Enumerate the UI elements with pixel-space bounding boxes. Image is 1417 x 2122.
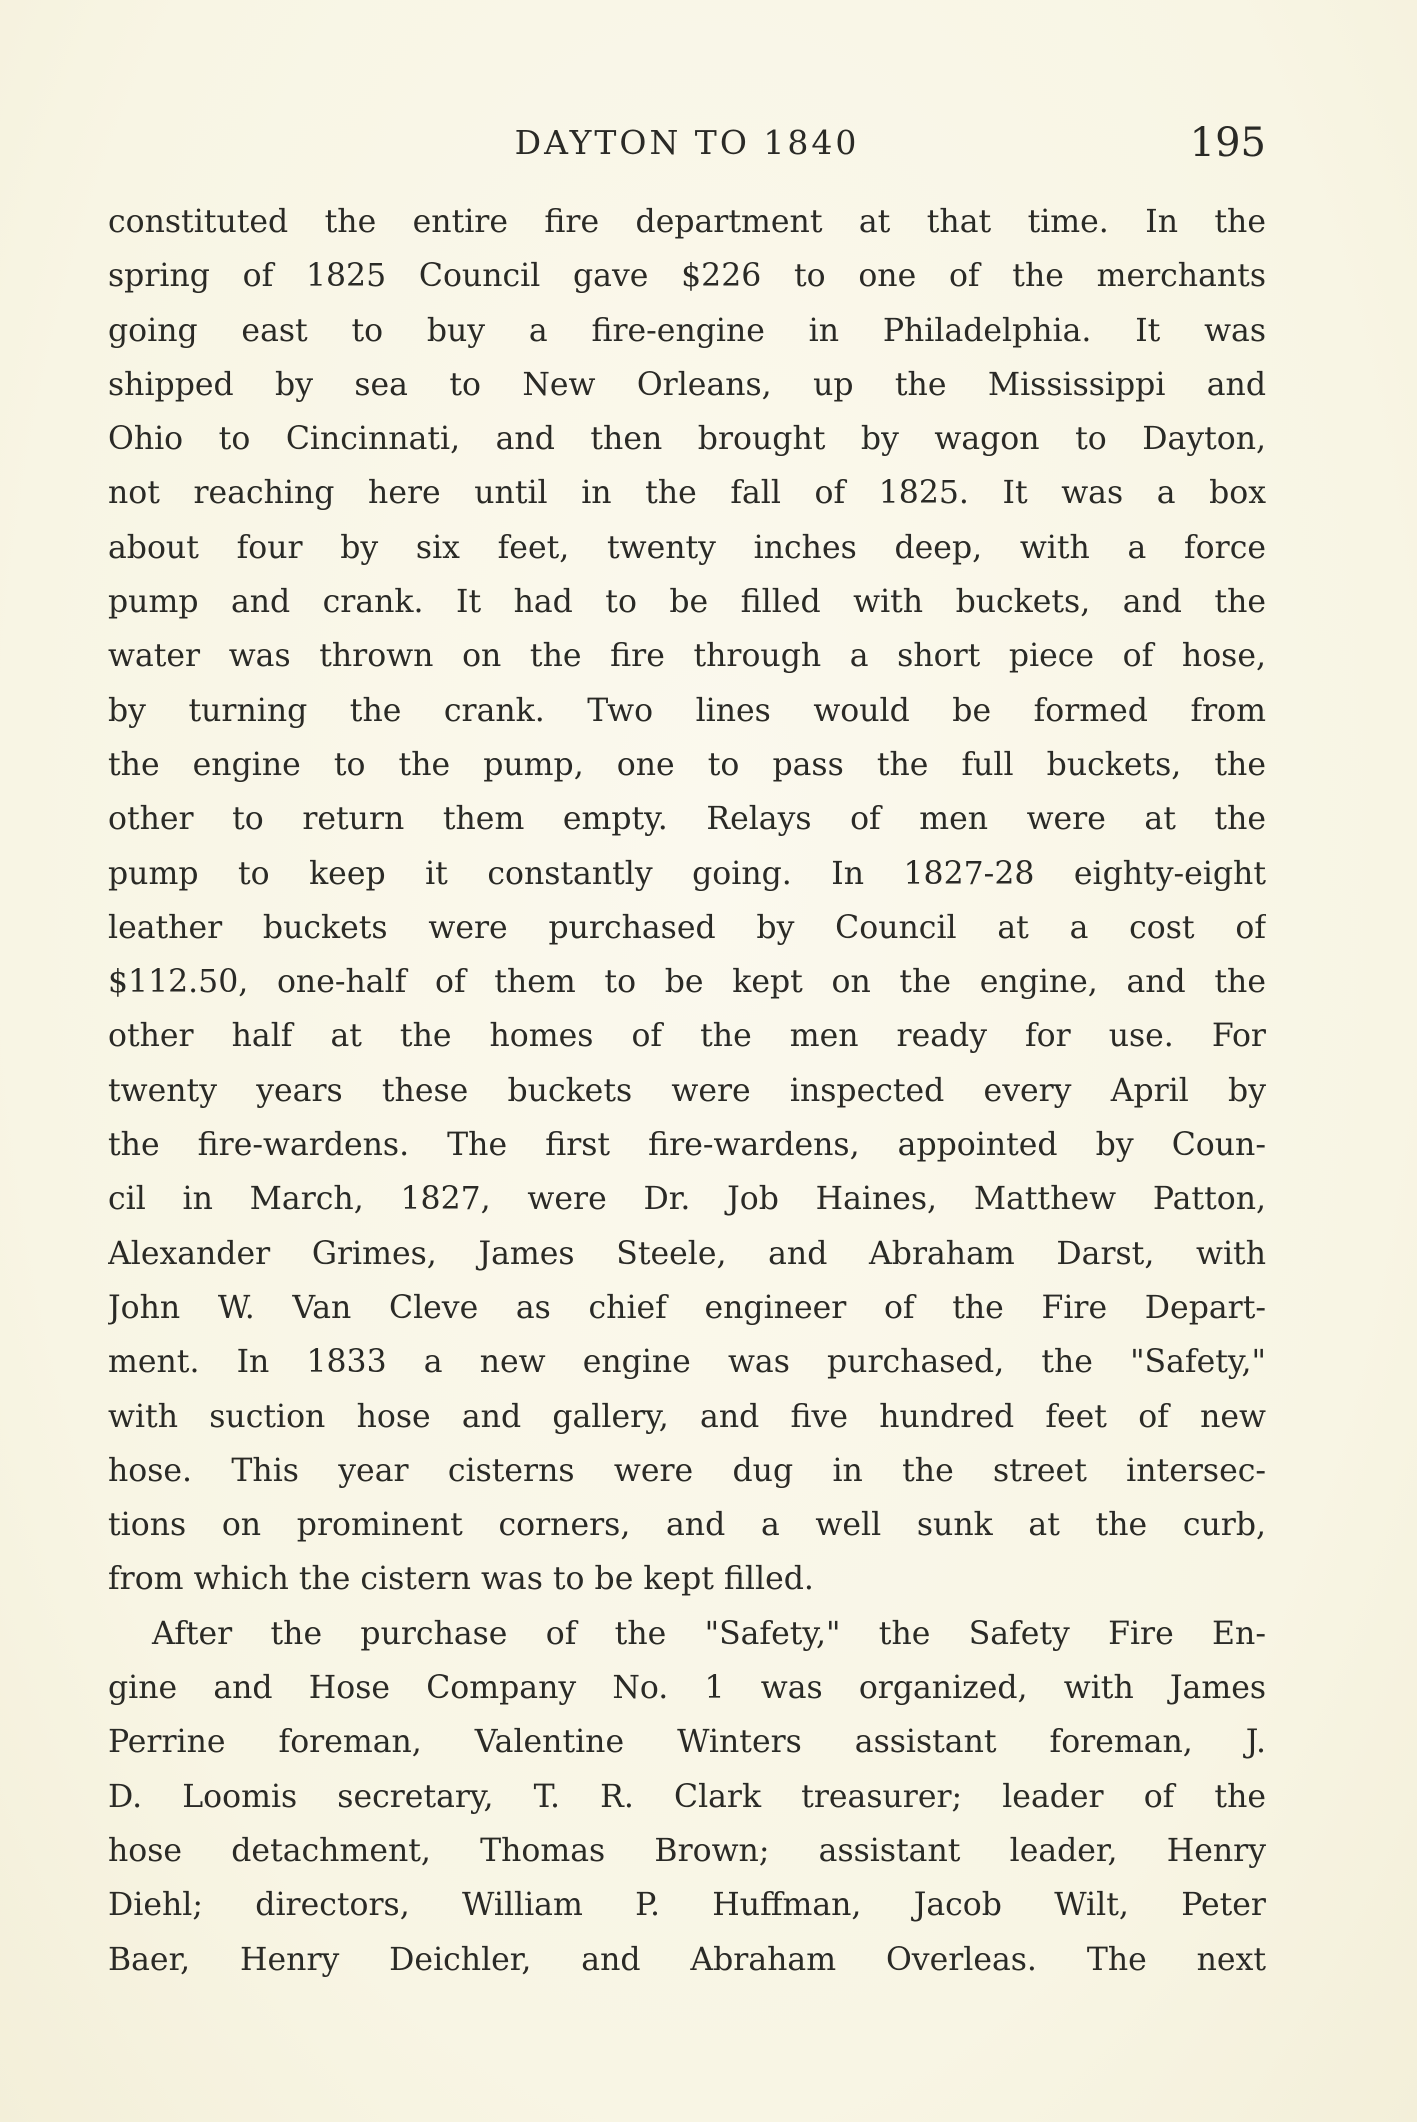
text-line: constituted the entire fire department at that time. In the xyxy=(108,204,1266,240)
text-line: from which the cistern was to be kept filled. xyxy=(108,1561,814,1598)
text-line: water was thrown on the fire through a short piece of hose, xyxy=(108,638,1266,675)
text-line: hose detachment, Thomas Brown; assistant leader, Henry xyxy=(108,1832,1266,1869)
text-line: Baer, Henry Deichler, and Abraham Overleas. The next xyxy=(108,1941,1266,1978)
text-line: tions on prominent corners, and a well sunk at the curb, xyxy=(108,1507,1266,1544)
text-line: After the purchase of the "Safety," the Safety Fire En- xyxy=(152,1615,1266,1652)
text-line: twenty years these buckets were inspected every April by xyxy=(108,1072,1266,1109)
text-line: other half at the homes of the men ready for use. For xyxy=(108,1018,1266,1055)
text-line: gine and Hose Company No. 1 was organized, with James xyxy=(108,1670,1266,1707)
text-line: shipped by sea to New Orleans, up the Mississippi and xyxy=(108,366,1266,403)
text-line: Ohio to Cincinnati, and then brought by wagon to Dayton, xyxy=(108,421,1266,458)
text-line: other to return them empty. Relays of men were at the xyxy=(108,801,1266,838)
text-line: spring of 1825 Council gave $226 to one of the merchants xyxy=(108,258,1266,295)
text-line: Alexander Grimes, James Steele, and Abraham Darst, with xyxy=(108,1235,1266,1272)
text-line: Perrine foreman, Valentine Winters assistant foreman, J. xyxy=(108,1724,1266,1761)
text-line: Diehl; directors, William P. Huffman, Jacob Wilt, Peter xyxy=(108,1887,1266,1924)
text-line: going east to buy a fire-engine in Philadelphia. It was xyxy=(108,312,1266,349)
text-line: pump and crank. It had to be filled with buckets, and the xyxy=(108,584,1266,621)
text-line: with suction hose and gallery, and five hundred feet of new xyxy=(108,1398,1266,1435)
text-line: $112.50, one-half of them to be kept on the engine, and the xyxy=(108,964,1266,1001)
text-line: D. Loomis secretary, T. R. Clark treasurer; leader of the xyxy=(108,1778,1266,1815)
text-line: John W. Van Cleve as chief engineer of the Fire Depart- xyxy=(108,1289,1266,1326)
text-line: not reaching here until in the fall of 1825. It was a box xyxy=(108,475,1266,512)
body-text xyxy=(108,195,1266,1987)
text-line: leather buckets were purchased by Council at a cost of xyxy=(108,909,1266,946)
text-line: the engine to the pump, one to pass the full buckets, the xyxy=(108,746,1266,783)
text-line: pump to keep it constantly going. In 1827-28 eighty-eight xyxy=(108,855,1266,892)
text-line: hose. This year cisterns were dug in the street intersec- xyxy=(108,1452,1266,1489)
running-title: DAYTON TO 1840 xyxy=(514,123,860,162)
text-line: ment. In 1833 a new engine was purchased, the "Safety," xyxy=(108,1344,1266,1381)
text-line: the fire-wardens. The first fire-wardens, appointed by Coun- xyxy=(108,1127,1266,1164)
text-line: cil in March, 1827, were Dr. Job Haines, Matthew Patton, xyxy=(108,1181,1266,1218)
running-head xyxy=(108,118,1266,168)
page-number: 195 xyxy=(1189,120,1266,166)
text-line: about four by six feet, twenty inches deep, with a force xyxy=(108,529,1266,566)
text-line: by turning the crank. Two lines would be formed from xyxy=(108,692,1266,729)
